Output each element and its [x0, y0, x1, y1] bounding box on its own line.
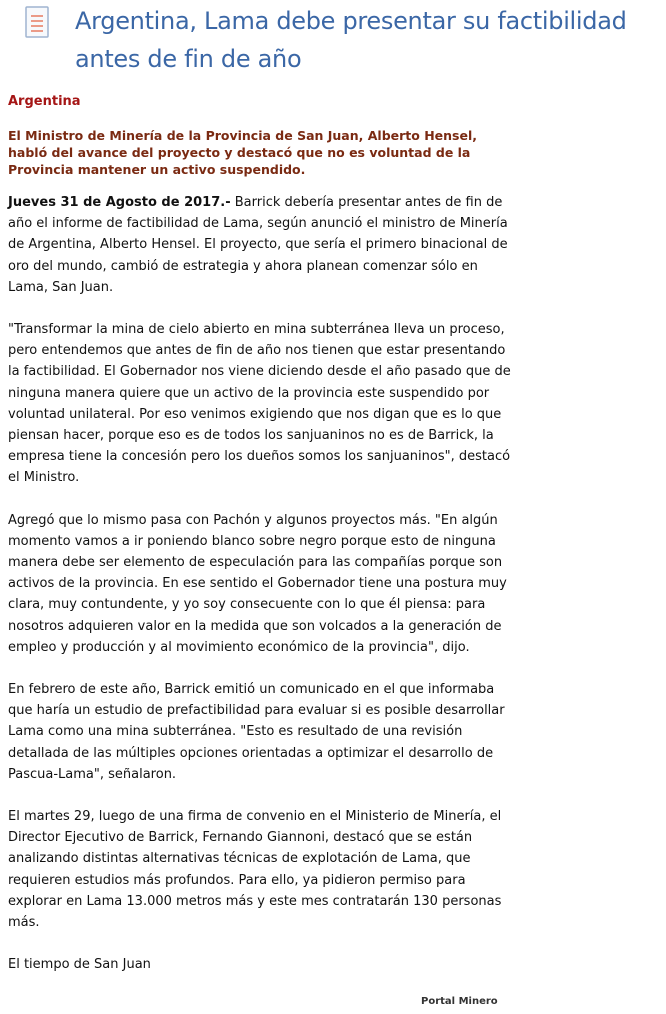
article-paragraph: [8, 192, 518, 298]
article-dateline: Jueves 31 de Agosto de 2017.-: [8, 195, 231, 210]
article-lead: El Ministro de Minería de la Provincia de San Juan, Alberto Hensel, habló del avance del proyecto y destacó que no es voluntad de la Provincia mantener un activo suspendido.: [8, 128, 477, 177]
article-paragraph: En febrero de este año, Barrick emitió un comunicado en el que informaba que haría un estudio de prefactibilidad para evaluar si es posible desarrollar Lama como una mina subterránea. "Esto es resultado de una revisión detallada de las múltiples opciones orientadas a optimizar el desarrollo de Pascua-Lama", señalaron.: [8, 682, 505, 782]
article-category: Argentina: [8, 94, 81, 109]
article-header: [0, 0, 666, 84]
article-source: El tiempo de San Juan: [8, 957, 151, 973]
publisher-label: Portal Minero: [421, 996, 498, 1007]
document-icon: [25, 6, 49, 38]
article-body: [8, 192, 518, 997]
article-paragraph: El martes 29, luego de una firma de convenio en el Ministerio de Minería, el Director Ejecutivo de Barrick, Fernando Giannoni, destacó que se están analizando distintas alternativas técnicas de explotación de Lama, que requieren estudios más profundos. Para ello, ya pidieron permiso para explorar en Lama 13.000 metros más y este mes contratarán 130 personas más.: [8, 809, 502, 931]
article-title: Argentina, Lama debe presentar su factibilidad antes de fin de año: [75, 7, 627, 73]
article-paragraph-text: Barrick debería presentar antes de fin de año el informe de factibilidad de Lama, según anunció el ministro de Minería de Argentina, Alberto Hensel. El proyecto, que sería el primero binacional de oro del mundo, cambió de estrategia y ahora planean comenzar sólo en Lama, San Juan.: [8, 195, 508, 295]
article-paragraph: Agregó que lo mismo pasa con Pachón y algunos proyectos más. "En algún momento vamos a ir poniendo blanco sobre negro porque esto de ninguna manera debe ser elemento de especulación para las compañías porque son activos de la provincia. En ese sentido el Gobernador tiene una postura muy clara, muy contundente, y yo soy consecuente con lo que él piensa: para nosotros adquieren valor en la medida que son volcados a la generación de empleo y producción y al movimiento económico de la provincia", dijo.: [8, 512, 507, 655]
article-paragraph: "Transformar la mina de cielo abierto en mina subterránea lleva un proceso, pero entendemos que antes de fin de año nos tienen que estar presentando la factibilidad. El Gobernador nos viene diciendo desde el año pasado que de ninguna manera quiere que un activo de la provincia este suspendido por voluntad unilateral. Por eso venimos exigiendo que nos digan que es lo que piensan hacer, porque eso es de todos los sanjuaninos no es de Barrick, la empresa tiene la concesión pero los dueños somos los sanjuaninos", destacó el Ministro.: [8, 322, 511, 486]
